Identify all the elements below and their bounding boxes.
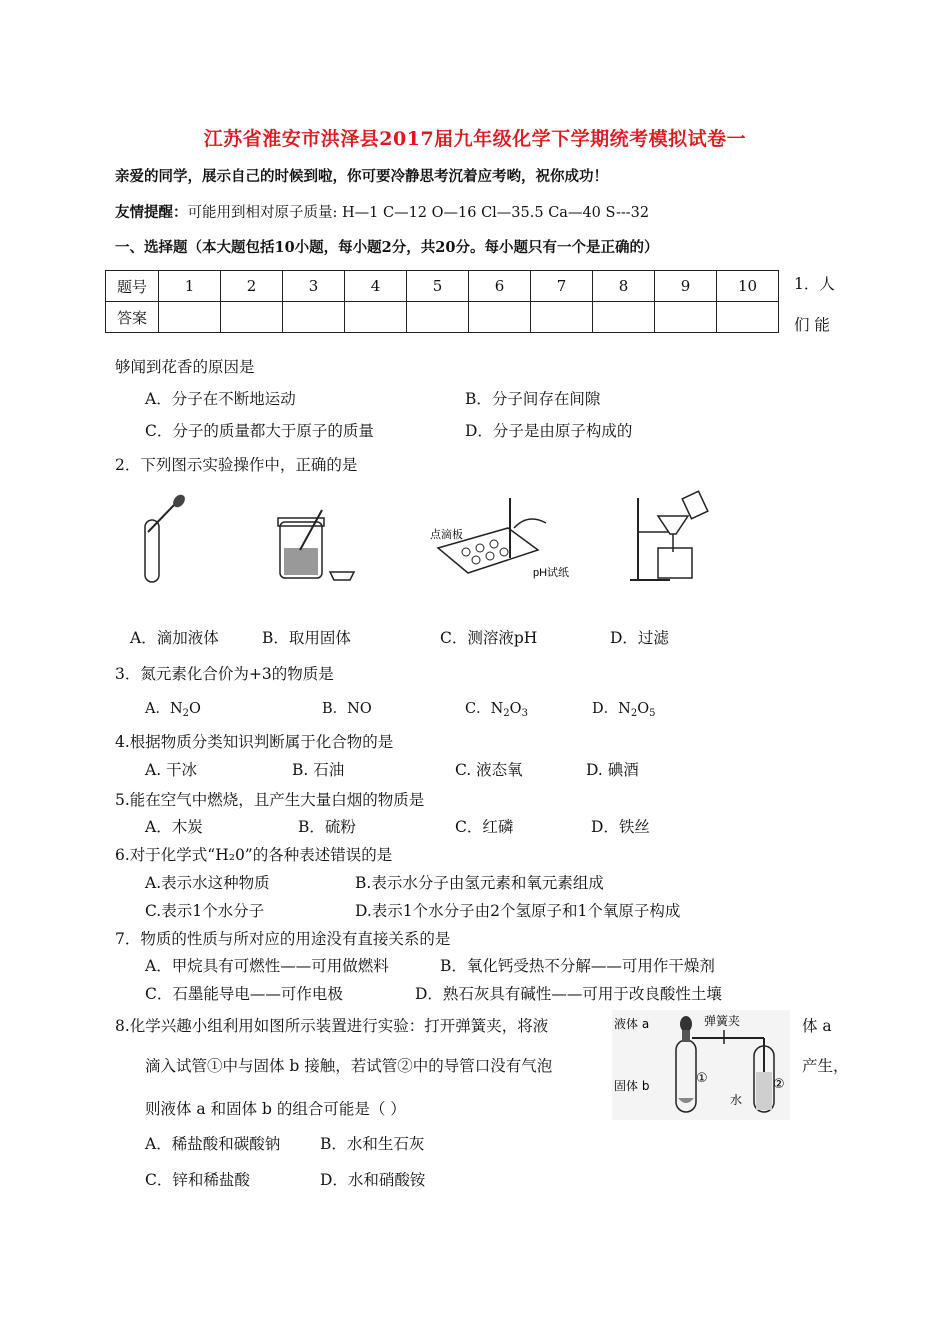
q4-option-d: D. 碘酒 — [586, 761, 639, 779]
fig-label-solid: 固体 b — [614, 1079, 650, 1093]
section-heading: 一、选择题（本大题包括10小题，每小题2分，共20分。每小题只有一个是正确的） — [115, 239, 659, 256]
fig-label-water: 水 — [730, 1093, 743, 1107]
q2-option-d: D．过滤 — [610, 629, 669, 647]
tip-text: 可能用到相对原子质量: H—1 C—12 O—16 Cl—35.5 Ca—40 S---32 — [187, 205, 650, 221]
answer-cell[interactable] — [159, 302, 221, 333]
ph-figure-label-paper: pH试纸 — [533, 567, 570, 579]
q5-option-c: C．红磷 — [455, 818, 514, 836]
answer-cell[interactable] — [407, 302, 469, 333]
q5-option-a: A．木炭 — [145, 818, 203, 836]
table-row-answers — [106, 302, 779, 333]
q2-option-c: C．测溶液pH — [440, 629, 538, 647]
q1-option-b: B．分子间存在间隙 — [465, 390, 601, 408]
q7-option-a: A．甲烷具有可燃性——可用做燃料 — [145, 957, 389, 975]
q5-option-d: D．铁丝 — [591, 818, 650, 836]
q8-line1: 8.化学兴趣小组利用如图所示装置进行实验：打开弹簧夹，将液 — [115, 1017, 549, 1035]
table-row-label: 答案 — [106, 302, 159, 333]
q5-stem: 5.能在空气中燃烧，且产生大量白烟的物质是 — [115, 791, 425, 809]
q3-option-c: C．$N_2O_3$ — [465, 701, 528, 719]
q1-side-2: 们 能 — [794, 316, 830, 334]
q2-option-b: B．取用固体 — [262, 629, 351, 647]
q8-apparatus-figure — [612, 1010, 790, 1120]
q8-option-c: C．锌和稀盐酸 — [145, 1171, 250, 1189]
q8-option-d: D．水和硝酸铵 — [320, 1171, 426, 1189]
q2-option-a: A．滴加液体 — [130, 629, 219, 647]
q2-stem: 2．下列图示实验操作中，正确的是 — [115, 456, 358, 474]
answer-cell[interactable] — [469, 302, 531, 333]
table-row-label: 题号 — [106, 271, 159, 302]
table-cell: 9 — [655, 271, 717, 302]
answer-cell[interactable] — [221, 302, 283, 333]
q3-option-a: A．$N_2O$ — [145, 701, 201, 719]
q3-option-d: D．$N_2O_5$ — [592, 701, 656, 719]
q7-option-b: B．氧化钙受热不分解——可用作干燥剂 — [440, 957, 715, 975]
q3-option-b: B．NO — [322, 701, 372, 717]
answer-cell[interactable] — [655, 302, 717, 333]
q7-option-d: D．熟石灰具有碱性——可用于改良酸性土壤 — [415, 985, 722, 1003]
q5-option-b: B．硫粉 — [298, 818, 356, 836]
answer-cell[interactable] — [593, 302, 655, 333]
q6-option-b: B.表示水分子由氢元素和氧元素组成 — [355, 874, 604, 892]
q8-line2-right: 产生， — [802, 1057, 849, 1075]
q8-option-a: A．稀盐酸和碳酸钠 — [145, 1135, 281, 1153]
q8-line3: 则液体 a 和固体 b 的组合可能是（ ） — [145, 1100, 406, 1118]
q6-option-a: A.表示水这种物质 — [145, 874, 270, 892]
q7-option-c: C．石墨能导电——可作电极 — [145, 985, 343, 1003]
q8-option-b: B．水和生石灰 — [320, 1135, 425, 1153]
q4-option-a: A. 干冰 — [145, 761, 198, 779]
filtration-figure — [628, 490, 718, 585]
q1-option-a: A．分子在不断地运动 — [145, 390, 296, 408]
fig-label-tube2: ② — [773, 1077, 785, 1092]
q4-option-c: C. 液态氧 — [455, 761, 523, 779]
q8-line1-right: 体 a — [802, 1017, 832, 1035]
q3-stem: 3．氮元素化合价为+3的物质是 — [115, 665, 334, 683]
table-cell: 8 — [593, 271, 655, 302]
answer-table — [105, 270, 779, 333]
answer-cell[interactable] — [345, 302, 407, 333]
tip-label: 友情提醒： — [115, 204, 188, 221]
q1-stem: 够闻到花香的原因是 — [115, 358, 255, 376]
q4-stem: 4.根据物质分类知识判断属于化合物的是 — [115, 733, 394, 751]
q1-option-c: C．分子的质量都大于原子的质量 — [145, 422, 374, 440]
table-cell: 1 — [159, 271, 221, 302]
answer-cell[interactable] — [717, 302, 779, 333]
ph-test-figure — [428, 488, 573, 588]
page-title: 江苏省淮安市洪泽县2017届九年级化学下学期统考模拟试卷一 — [203, 128, 747, 150]
q6-option-c: C.表示1个水分子 — [145, 902, 265, 920]
q6-stem: 6.对于化学式“H₂0”的各种表述错误的是 — [115, 846, 393, 864]
fig-label-tube1: ① — [696, 1071, 708, 1086]
table-cell: 4 — [345, 271, 407, 302]
q1-side-1: 1．人 — [794, 275, 835, 293]
table-row-numbers — [106, 271, 779, 302]
table-cell: 10 — [717, 271, 779, 302]
q1-option-d: D．分子是由原子构成的 — [465, 422, 633, 440]
q8-line2: 滴入试管①中与固体 b 接触，若试管②中的导管口没有气泡 — [145, 1057, 553, 1075]
q4-option-b: B. 石油 — [292, 761, 345, 779]
fig-label-liquid: 液体 a — [614, 1017, 650, 1031]
fig-label-clip: 弹簧夹 — [704, 1014, 741, 1028]
ph-figure-label-plate: 点滴板 — [430, 529, 463, 541]
tip — [115, 201, 649, 222]
solid-jar-figure — [272, 500, 367, 585]
table-cell: 6 — [469, 271, 531, 302]
table-cell: 2 — [221, 271, 283, 302]
q7-stem: 7．物质的性质与所对应的用途没有直接关系的是 — [115, 930, 451, 948]
answer-cell[interactable] — [531, 302, 593, 333]
dropper-figure — [135, 492, 195, 592]
table-cell: 7 — [531, 271, 593, 302]
q6-option-d: D.表示1个水分子由2个氢原子和1个氧原子构成 — [355, 902, 681, 920]
answer-cell[interactable] — [283, 302, 345, 333]
greeting: 亲爱的同学，展示自己的时候到啦，你可要冷静思考沉着应考哟，祝你成功！ — [115, 168, 608, 185]
table-cell: 5 — [407, 271, 469, 302]
table-cell: 3 — [283, 271, 345, 302]
